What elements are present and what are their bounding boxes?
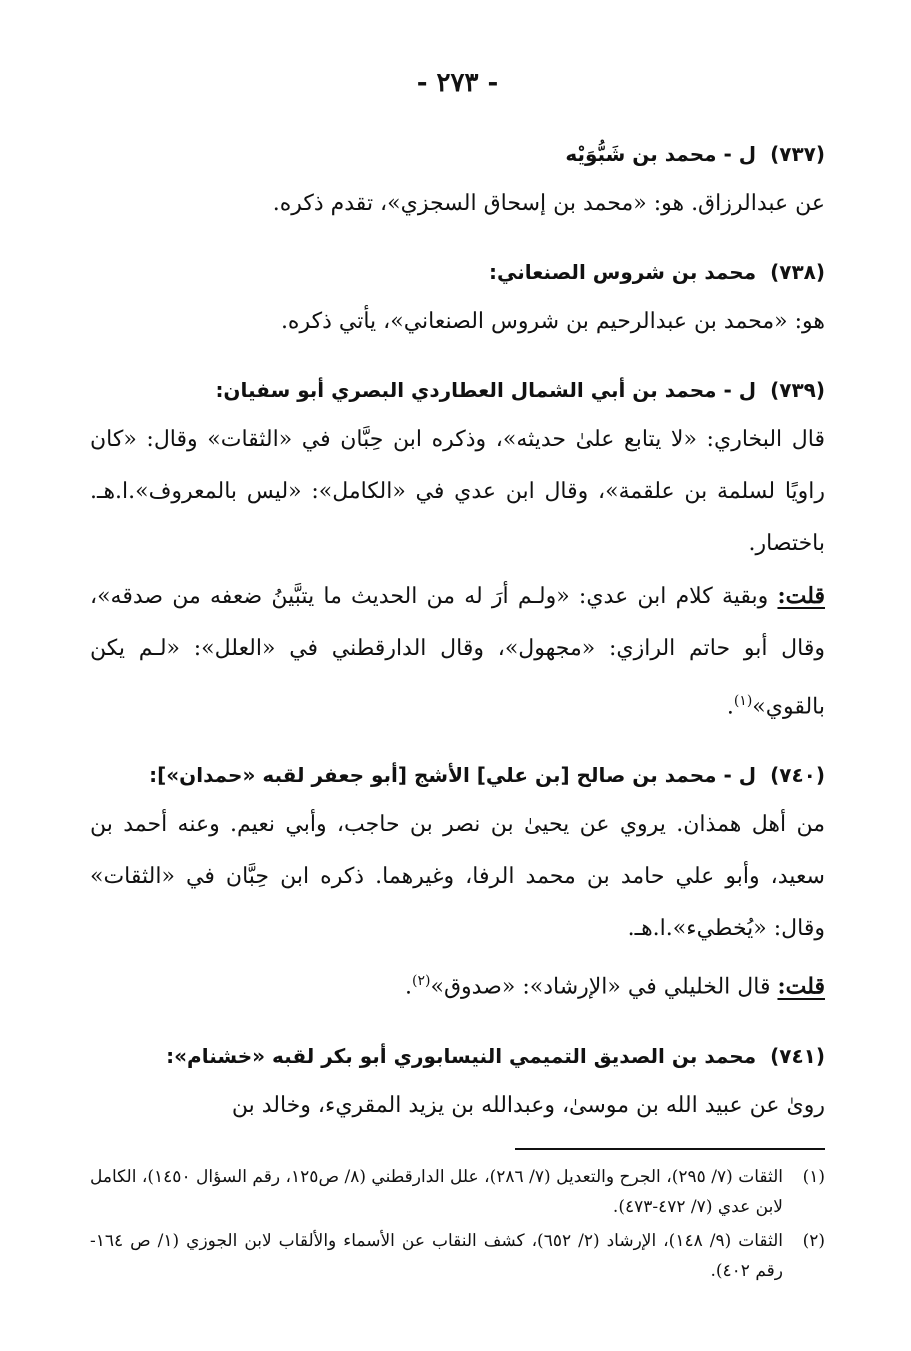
entry-740: [90, 751, 825, 1013]
entry-738: [90, 248, 825, 348]
footnote-ref[interactable]: (٢): [412, 973, 431, 990]
entry-title: محمد بن الصديق التميمي النيسابوري أبو بكر لقبه «خشنام»:: [166, 1043, 757, 1068]
qult-label: قلت:: [777, 583, 825, 609]
sentence-end: .: [726, 694, 734, 720]
comment-text: وبقية كلام ابن عدي: «ولـم أرَ له من الحديث ما يتبَّينُ ضعفه من صدقه»، وقال أبو حاتم الرازي: «مجهول»، وقال الدارقطني في «العلل»: «لـم يكن بالقوي»: [90, 584, 825, 720]
entry-heading: [90, 130, 825, 178]
sentence-end: .: [405, 974, 413, 1000]
footnote-number: (١): [802, 1167, 825, 1187]
comment-text: قال الخليلي في «الإرشاد»: «صدوق»: [430, 974, 778, 1000]
qult-label: قلت:: [777, 973, 825, 1000]
page-number: - ٢٧٣ -: [416, 68, 499, 98]
entry-741: [90, 1032, 825, 1132]
footnote-text: الثقات (٩/ ١٤٨)، الإرشاد (٢/ ٦٥٢)، كشف النقاب عن الأسماء والألقاب لابن الجوزي (١/ ص ١٦٤-رقم ٤٠٢).: [90, 1231, 784, 1281]
entry-text: روىٰ عن عبيد الله بن موسىٰ، وعبدالله بن يزيد المقريء، وخالد بن: [231, 1092, 825, 1118]
entry-title: ل - محمد بن أبي الشمال العطاردي البصري أبو سفيان:: [215, 378, 757, 402]
entry-title: ل - محمد بن شَبُّوَيْه: [565, 142, 757, 166]
entry-737: [90, 130, 825, 230]
footnote-divider: [515, 1148, 825, 1150]
entry-heading: [90, 1032, 825, 1080]
entry-comment: [90, 955, 825, 1013]
entry-text: قال البخاري: «لا يتابع علىٰ حديثه»، وذكره ابن حِبَّان في «الثقات» وقال: «كان راويًا لسلمة بن علقمة»، وقال ابن عدي في «الكامل»: «ليس بالمعروف».ا.هـ. باختصار.: [90, 427, 826, 556]
entry-heading: [90, 366, 825, 414]
footnote-ref[interactable]: (١): [733, 693, 753, 709]
entry-title: ل - محمد بن صالح [بن علي] الأشج [أبو جعفر لقبه «حمدان»]:: [149, 763, 757, 788]
entry-number: (٧٣٩): [770, 378, 825, 402]
entry-heading: [90, 248, 825, 296]
entry-number: (٧٤١): [770, 1043, 825, 1068]
entry-title: محمد بن شروس الصنعاني:: [489, 260, 757, 284]
page-content: [90, 60, 825, 1150]
footnotes: [90, 1162, 825, 1290]
entry-number: (٧٣٨): [770, 260, 825, 284]
footnote-number: (٢): [802, 1231, 825, 1251]
entry-text: من أهل همذان. يروي عن يحيىٰ بن نصر بن حاجب، وأبي نعيم. وعنه أحمد بن سعيد، وأبو علي حامد بن محمد الرفا، وغيرهما. ذكره ابن حِبَّان في «الثقات» وقال: «يُخطيء».ا.هـ.: [90, 812, 825, 942]
entry-739: [90, 366, 825, 733]
entry-heading: [90, 751, 825, 799]
entry-text: عن عبدالرزاق. هو: «محمد بن إسحاق السجزي»، تقدم ذكره.: [272, 191, 825, 216]
entry-number: (٧٤٠): [770, 763, 825, 788]
footnote-text: الثقات (٧/ ٢٩٥)، الجرح والتعديل (٧/ ٢٨٦)، علل الدارقطني (٨/ ص١٢٥، رقم السؤال ١٤٥٠)، الكامل لابن عدي (٧/ ٤٧٢-٤٧٣).: [90, 1167, 784, 1217]
entry-text: هو: «محمد بن عبدالرحيم بن شروس الصنعاني»، يأتي ذكره.: [280, 309, 825, 334]
entry-number: (٧٣٧): [770, 142, 825, 166]
footnote-item: [90, 1226, 825, 1286]
entry-comment: [90, 570, 825, 733]
footnote-item: [90, 1162, 825, 1222]
